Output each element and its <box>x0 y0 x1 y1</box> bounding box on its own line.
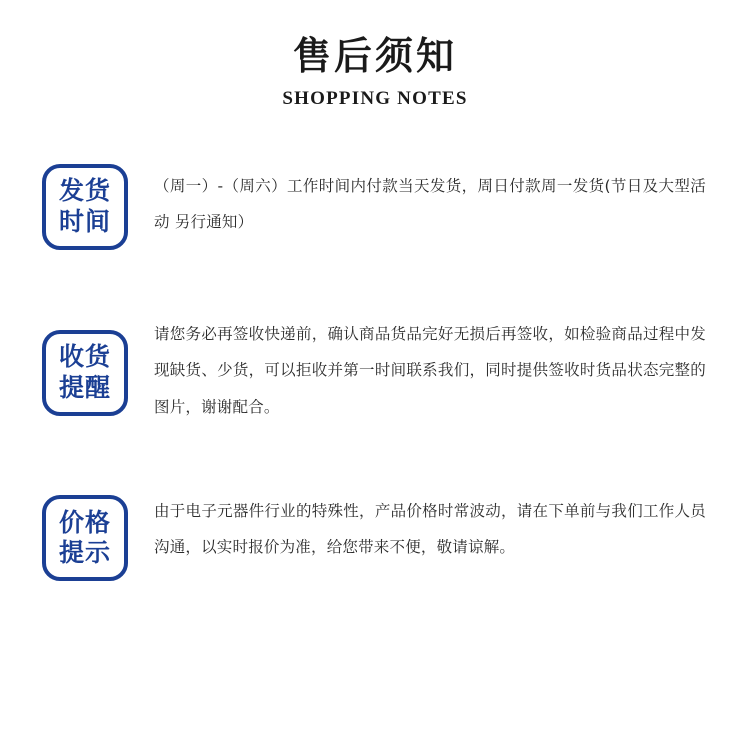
note-section-shipping-time <box>0 164 750 250</box>
badge-line-2: 提醒 <box>58 372 111 402</box>
badge-line-1: 价格 <box>58 507 111 537</box>
badge-line-2: 时间 <box>58 206 111 236</box>
page-header <box>0 0 750 110</box>
note-text-receiving-reminder: 请您务必再签收快递前，确认商品货品完好无损后再签收，如检验商品过程中发现缺货、少货，可以拒收并第一时间联系我们，同时提供签收时货品状态完整的图片，谢谢配合。 <box>154 324 706 416</box>
page-title-en: SHOPPING NOTES <box>282 87 468 109</box>
notes-list <box>0 164 750 581</box>
note-section-receiving-reminder <box>0 314 750 425</box>
badge-receiving-reminder <box>42 330 128 416</box>
note-section-price-tip <box>0 489 750 581</box>
badge-line-1: 发货 <box>58 176 111 206</box>
badge-line-1: 收货 <box>58 342 111 372</box>
badge-shipping-time <box>42 164 128 250</box>
badge-line-2: 提示 <box>58 538 111 568</box>
page-title-cn: 售后须知 <box>292 34 457 78</box>
badge-price-tip <box>42 495 128 581</box>
note-text-shipping-time: （周一）-（周六）工作时间内付款当天发货，周日付款周一发货(节日及大型活动 另行通知） <box>154 176 706 232</box>
note-text-price-tip: 由于电子元器件行业的特殊性，产品价格时常波动，请在下单前与我们工作人员沟通，以实时报价为准，给您带来不便，敬请谅解。 <box>154 502 706 557</box>
